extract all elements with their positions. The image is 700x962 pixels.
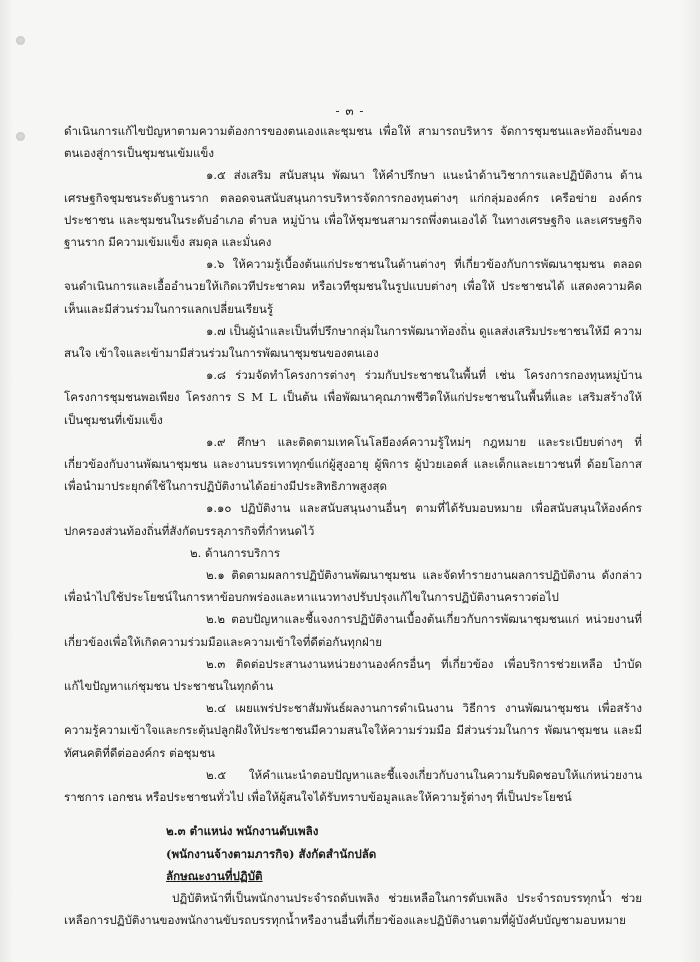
- paragraph-2-3: ๒.๓ ติดต่อประสานงานหน่วยงานองค์กรอื่นๆ ที่เกี่ยวข้อง เพื่อบริการช่วยเหลือ บำบัดแก้ไขปัญหาแก่ชุมชน ประชาชนในทุกด้าน: [64, 656, 642, 694]
- paragraph-1-8: ๑.๘ ร่วมจัดทำโครงการต่างๆ ร่วมกับประชาชนในพื้นที่ เช่น โครงการกองทุนหมู่บ้าน โครงการชุมชนพอเพียง โครงการ S M L เป็นต้น เพื่อพัฒนาคุณภาพชีวิตให้แก่ประชาชนในพื้นที่และ เสริมสร้างให้เป็นชุมชนที่เข้มแข็ง: [64, 368, 642, 427]
- paragraph-1-9: ๑.๙ ศึกษา และติดตามเทคโนโลยีองค์ความรู้ใหม่ๆ กฎหมาย และระเบียบต่างๆ ที่เกี่ยวข้องกับงานพัฒนาชุมชน และงานบรรเทาทุกข์แก่ผู้สูงอายุ ผู้พิการ ผู้ป่วยเอดส์ และเด็กและเยาวชนที่ ด้อยโอกาส เพื่อนำมาประยุกต์ใช้ในการปฏิบัติงานได้อย่างมีประสิทธิภาพสูงสุด: [64, 434, 642, 494]
- position-title: ๒.๓ ตำแหน่ง พนักงานดับเพลิง: [166, 824, 319, 839]
- paragraph-2-4: ๒.๔ เผยแพร่ประชาสัมพันธ์ผลงานการดำเนินงาน วิธีการ งานพัฒนาชุมชน เพื่อสร้างความรู้ความเข้าใจและกระตุ้นปลูกฝังให้ประชาชนมีความสนใจให้ความร่วมมือ มีส่วนร่วมในการ พัฒนาชุมชน และมีทัศนคติที่ดีต่อองค์กร ต่อชุมชน: [64, 701, 642, 760]
- position-subtitle: (พนักงานจ้างตามภารกิจ) สังกัดสำนักปลัด: [166, 846, 377, 861]
- paragraph-2-5: ๒.๕ ให้คำแนะนำตอบปัญหาและชี้แจงเกี่ยวกับงานในความรับผิดชอบให้แก่หน่วยงานราชการ เอกชน หรือประชาชนทั่วไป เพื่อให้ผู้สนใจได้รับทราบข้อมูลและให้ความรู้ต่างๆ ที่เป็นประโยชน์: [64, 767, 642, 805]
- paragraph-2-1: ๒.๑ ติดตามผลการปฏิบัติงานพัฒนาชุมชน และจัดทำรายงานผลการปฏิบัติงาน ดังกล่าว เพื่อนำไปใช้ประโยชน์ในการหาข้อบกพร่องและหาแนวทางปรับปรุงแก้ไขในการปฏิบัติงานคราวต่อไป: [64, 568, 642, 605]
- section-2-title: ๒. ด้านการบริการ: [190, 545, 281, 560]
- paragraph-2-2: ๒.๒ ตอบปัญหาและชี้แจงการปฏิบัติงานเบื้องต้นเกี่ยวกับการพัฒนาชุมชนแก่ หน่วยงานที่เกี่ยวข้องเพื่อให้เกิดความร่วมมือและความเข้าใจที่ดีต่อกันทุกฝ่าย: [64, 612, 642, 649]
- paragraph-1-6: ๑.๖ ให้ความรู้เบื้องต้นแก่ประชาชนในด้านต่างๆ ที่เกี่ยวข้องกับการพัฒนาชุมชน ตลอดจนดำเนินการและเอื้ออำนวยให้เกิดเวทีประชาคม หรือเวทีชุมชนในรูปแบบต่างๆ เพื่อให้ ประชาชนได้ แสดงความคิดเห็นและมีส่วนร่วมในการแลกเปลี่ยนเรียนรู้: [64, 257, 642, 316]
- paragraph-1-7: ๑.๗ เป็นผู้นำและเป็นที่ปรึกษากลุ่มในการพัฒนาท้องถิ่น ดูแลส่งเสริมประชาชนให้มี ความสนใจ เข้าใจและเข้ามามีส่วนร่วมในการพัฒนาชุมชนของตนเอง: [64, 323, 642, 361]
- page-number: - ๓ -: [335, 104, 365, 118]
- binder-hole-icon: [16, 36, 25, 45]
- job-characteristics-text: ปฏิบัติหน้าที่เป็นพนักงานประจำรถดับเพลิง ช่วยเหลือในการดับเพลิง ประจำรถบรรทุกน้ำ ช่วยเหลือการปฏิบัติงานของพนักงานขับรถบรรทุกน้ำหรืองานอื่นที่เกี่ยวข้องและปฏิบัติงานตามที่ผู้บังคับบัญชามอบหมาย: [64, 890, 642, 928]
- paragraph-1-5: ๑.๕ ส่งเสริม สนับสนุน พัฒนา ให้คำปรึกษา แนะนำด้านวิชาการและปฏิบัติงาน ด้านเศรษฐกิจชุมชนระดับฐานราก ตลอดจนสนับสนุนการบริหารจัดการกองทุนต่างๆ แก่กลุ่มองค์กร เครือข่าย องค์กรประชาชน และชุมชนในระดับอำเภอ ตำบล หมู่บ้าน เพื่อให้ชุมชนสามารถพึ่งตนเองได้ ในทางเศรษฐกิจ และเศรษฐกิจฐานราก มีความเข้มแข็ง สมดุล และมั่นคง: [64, 168, 642, 250]
- binder-hole-icon: [16, 132, 25, 141]
- job-characteristics-heading: ลักษณะงานที่ปฏิบัติ: [166, 868, 263, 883]
- paragraph-continued: ดำเนินการแก้ไขปัญหาตามความต้องการของตนเองและชุมชน เพื่อให้ สามารถบริหาร จัดการชุมชนและท้องถิ่นของตนเองสู่การเป็นชุมชนเข้มแข็ง: [64, 124, 642, 161]
- paragraph-1-10: ๑.๑๐ ปฏิบัติงาน และสนับสนุนงานอื่นๆ ตามที่ได้รับมอบหมาย เพื่อสนับสนุนให้องค์กรปกครองส่วนท้องถิ่นที่สังกัดบรรลุภารกิจที่กำหนดไว้: [64, 501, 642, 538]
- document-body: [64, 120, 642, 931]
